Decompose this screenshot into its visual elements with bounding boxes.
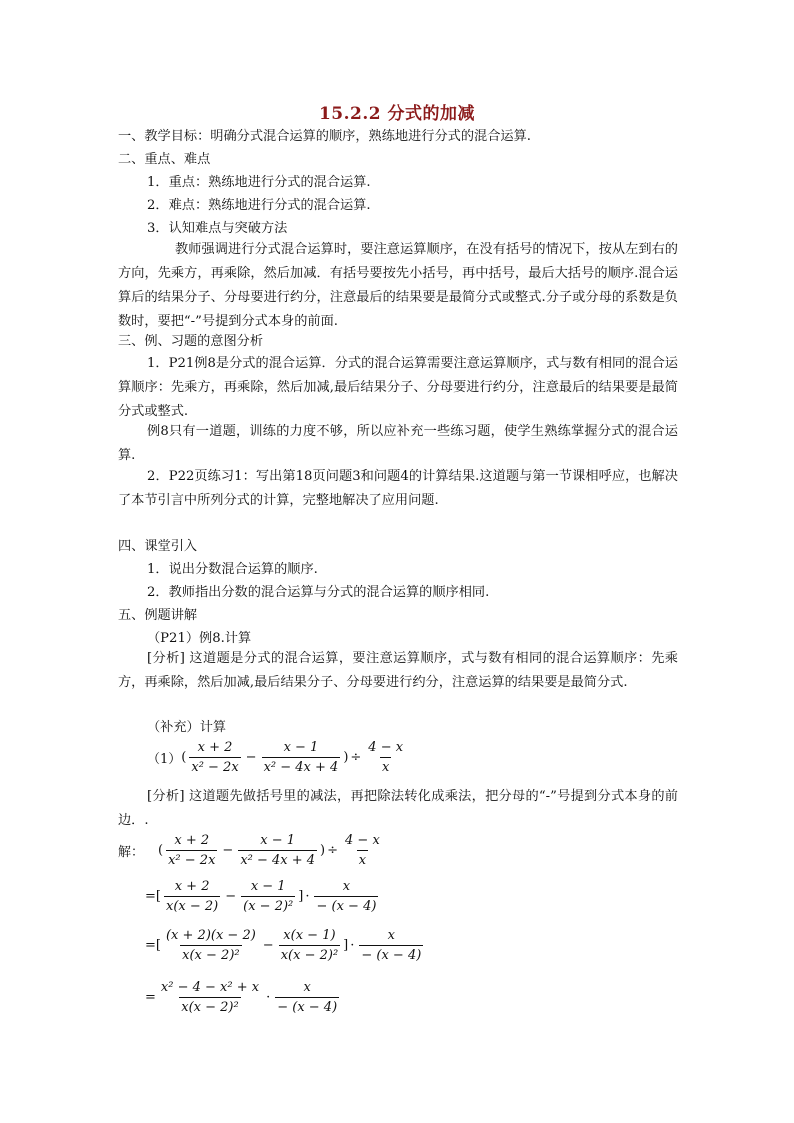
intent-paragraph-2: 例8只有一道题，训练的力度不够，所以应补充一些练习题，使学生熟练掌握分式的混合运算. xyxy=(118,424,678,463)
solution-step-3: = [ $\frac{(x + 2)(x - 2)}{\text{x(x − 2)²}}$ − $\frac{x(x - 1)}{\text{x(x − 2)²}}$ ] · $\frac{x}{- (x - 4)}$ xyxy=(145,928,422,963)
key-point-2: 2．难点：熟练地进行分式的混合运算. xyxy=(147,198,371,213)
intro-item-1: 1．说出分数混合运算的顺序. xyxy=(147,562,318,577)
difficulty-paragraph: 教师强调进行分式混合运算时，要注意运算顺序，在没有括号的情况下，按从左到右的方向，先乘方，再乘除，然后加减．有括号要按先小括号，再中括号，最后大括号的顺序.混合运算后的结果分子、分母要进行约分，注意最后的结果要是最简分式或整式.分子或分母的系数是负数时，要把“-”号提到分式本身的前面. xyxy=(118,242,678,329)
fraction: $\frac{x - 1}{\text{x² − 4x + 4}}$ xyxy=(263,740,339,775)
section-objectives: 一、教学目标：明确分式混合运算的顺序，熟练地进行分式的混合运算. xyxy=(118,129,532,144)
section-intent-heading: 三、例、习题的意图分析 xyxy=(118,334,264,349)
problem-1-label: （1） xyxy=(147,752,182,767)
fraction: $\frac{x + 2}{x(x - 2)}$ xyxy=(165,879,219,914)
solution-step-1: 解： ( $\frac{x + 2}{\text{x² − 2x}}$ − $\frac{x - 1}{\text{x² − 4x + 4}}$ ) ÷ $\frac{4 - x}{x}$ xyxy=(118,833,380,868)
section-examples-heading: 五、例题讲解 xyxy=(118,608,198,623)
fraction: $\frac{\text{x² − 4 − x² + x}}{\text{x(x − 2)²}}$ xyxy=(160,980,260,1015)
fraction: $\frac{4 - x}{x}$ xyxy=(368,740,404,775)
fraction: $\frac{x - 1}{\text{(x − 2)²}}$ xyxy=(243,879,294,914)
intent-paragraph-3: 2．P22页练习1：写出第18页问题3和问题4的计算结果.这道题与第一节课相呼应，也解决了本节引言中所列分式的计算，完整地解决了应用问题. xyxy=(118,469,678,508)
key-point-3: 3．认知难点与突破方法 xyxy=(147,221,288,236)
example-8-label: （P21）例8.计算 xyxy=(147,631,252,646)
solution-step-2: = [ $\frac{x + 2}{x(x - 2)}$ − $\frac{x - 1}{\text{(x − 2)²}}$ ] · $\frac{x}{- (x - 4)}$ xyxy=(145,879,377,914)
fraction: $\frac{x + 2}{\text{x² − 2x}}$ xyxy=(191,740,239,775)
key-point-1: 1．重点：熟练地进行分式的混合运算. xyxy=(147,175,371,190)
fraction: $\frac{x - 1}{\text{x² − 4x + 4}}$ xyxy=(240,833,316,868)
fraction: $\frac{x(x - 1)}{\text{x(x − 2)²}}$ xyxy=(280,928,339,963)
fraction: $\frac{(x + 2)(x - 2)}{\text{x(x − 2)²}}$ xyxy=(165,928,256,963)
fraction: $\frac{x}{- (x - 4)}$ xyxy=(316,879,377,914)
supplement-label: （补充）计算 xyxy=(147,720,227,735)
problem-1-expression: （1） ( $\frac{x + 2}{\text{x² − 2x}}$ − $\frac{x - 1}{\text{x² − 4x + 4}}$ ) ÷ $\frac{4 - x}{x}$ xyxy=(147,740,404,775)
fraction: $\frac{x}{- (x - 4)}$ xyxy=(361,928,422,963)
section-intro-heading: 四、课堂引入 xyxy=(118,539,198,554)
problem-1-analysis: [分析] 这道题先做括号里的减法，再把除法转化成乘法，把分母的“-”号提到分式本身的前边．. xyxy=(118,789,678,828)
fraction: $\frac{x + 2}{\text{x² − 2x}}$ xyxy=(168,833,216,868)
example-analysis: [分析] 这道题是分式的混合运算，要注意运算顺序，式与数有相同的混合运算顺序：先乘方，再乘除，然后加减,最后结果分子、分母要进行约分，注意运算的结果要是最简分式. xyxy=(118,651,678,690)
section-key-points-heading: 二、重点、难点 xyxy=(118,152,211,167)
fraction: $\frac{x}{- (x - 4)}$ xyxy=(277,980,338,1015)
intent-paragraph-1: 1．P21例8是分式的混合运算．分式的混合运算需要注意运算顺序，式与数有相同的混合运算顺序：先乘方，再乘除，然后加减,最后结果分子、分母要进行约分，注意最后的结果要是最简分式或整式. xyxy=(118,356,678,419)
page-title: 15.2.2 分式的加减 xyxy=(318,104,476,124)
solution-label: 解： xyxy=(118,845,145,860)
intro-item-2: 2．教师指出分数的混合运算与分式的混合运算的顺序相同. xyxy=(147,585,490,600)
fraction: $\frac{4 - x}{x}$ xyxy=(345,833,380,868)
solution-step-4: = $\frac{\text{x² − 4 − x² + x}}{\text{x(x − 2)²}}$ · $\frac{x}{- (x - 4)}$ xyxy=(145,980,338,1015)
